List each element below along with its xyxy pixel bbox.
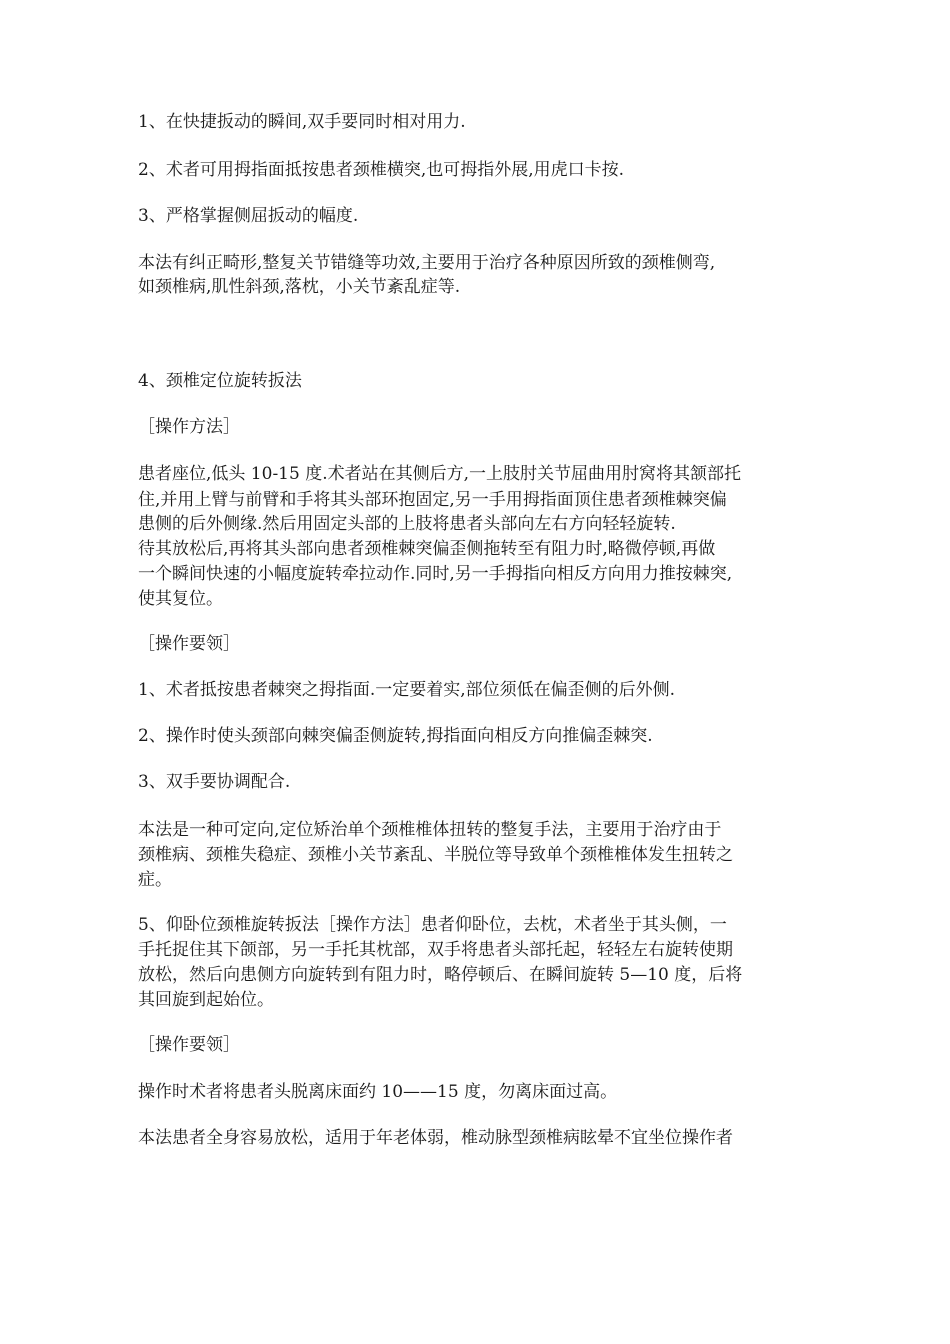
text-line: 5、仰卧位颈椎旋转扳法［操作方法］患者仰卧位，去枕，术者坐于其头侧，一 [138, 915, 727, 935]
text-line: 3、严格掌握侧屈扳动的幅度. [138, 206, 359, 226]
text-line: 3、双手要协调配合. [138, 772, 291, 792]
text-line: 放松，然后向患侧方向旋转到有阻力时，略停顿后、在瞬间旋转 5—10 度，后将 [138, 965, 743, 985]
subsection-heading: ［操作方法］ [138, 417, 240, 437]
subsection-heading: ［操作要领］ [138, 634, 240, 654]
text-line: 操作时术者将患者头脱离床面约 10——15 度，勿离床面过高。 [138, 1082, 618, 1102]
text-line: 手托捉住其下颌部，另一手托其枕部，双手将患者头部托起，轻轻左右旋转使期 [138, 940, 733, 960]
text-line: 患侧的后外侧缘.然后用固定头部的上肢将患者头部向左右方向轻轻旋转. [138, 514, 676, 534]
text-line: 本法是一种可定向,定位矫治单个颈椎椎体扭转的整复手法，主要用于治疗由于 [138, 820, 722, 840]
text-line: 使其复位。 [138, 589, 223, 609]
text-line: 2、术者可用拇指面抵按患者颈椎横突,也可拇指外展,用虎口卡按. [138, 160, 625, 180]
section-heading: 4、颈椎定位旋转扳法 [138, 371, 302, 391]
subsection-heading: ［操作要领］ [138, 1035, 240, 1055]
text-line: 一个瞬间快速的小幅度旋转牵拉动作.同时,另一手拇指向相反方向用力推按棘突, [138, 564, 733, 584]
text-line: 患者座位,低头 10-15 度.术者站在其侧后方,一上肢肘关节屈曲用肘窝将其颔部托 [138, 464, 742, 484]
text-line: 待其放松后,再将其头部向患者颈椎棘突偏歪侧拖转至有阻力时,略微停顿,再做 [138, 539, 716, 559]
text-line: 本法患者全身容易放松，适用于年老体弱，椎动脉型颈椎病眩晕不宜坐位操作者 [138, 1128, 733, 1148]
text-line: 2、操作时使头颈部向棘突偏歪侧旋转,拇指面向相反方向推偏歪棘突. [138, 726, 653, 746]
text-line: 如颈椎病,肌性斜颈,落枕，小关节紊乱症等. [138, 277, 461, 297]
text-line: 本法有纠正畸形,整复关节错缝等功效,主要用于治疗各种原因所致的颈椎侧弯, [138, 253, 716, 273]
text-line: 其回旋到起始位。 [138, 990, 274, 1010]
text-line: 1、在快捷扳动的瞬间,双手要同时相对用力. [138, 112, 466, 132]
text-line: 住,并用上臂与前臂和手将其头部环抱固定,另一手用拇指面顶住患者颈椎棘突偏 [138, 490, 727, 510]
text-line: 症。 [138, 870, 172, 890]
text-line: 1、术者抵按患者棘突之拇指面.一定要着实,部位须低在偏歪侧的后外侧. [138, 680, 676, 700]
text-line: 颈椎病、颈椎失稳症、颈椎小关节紊乱、半脱位等导致单个颈椎椎体发生扭转之 [138, 845, 733, 865]
